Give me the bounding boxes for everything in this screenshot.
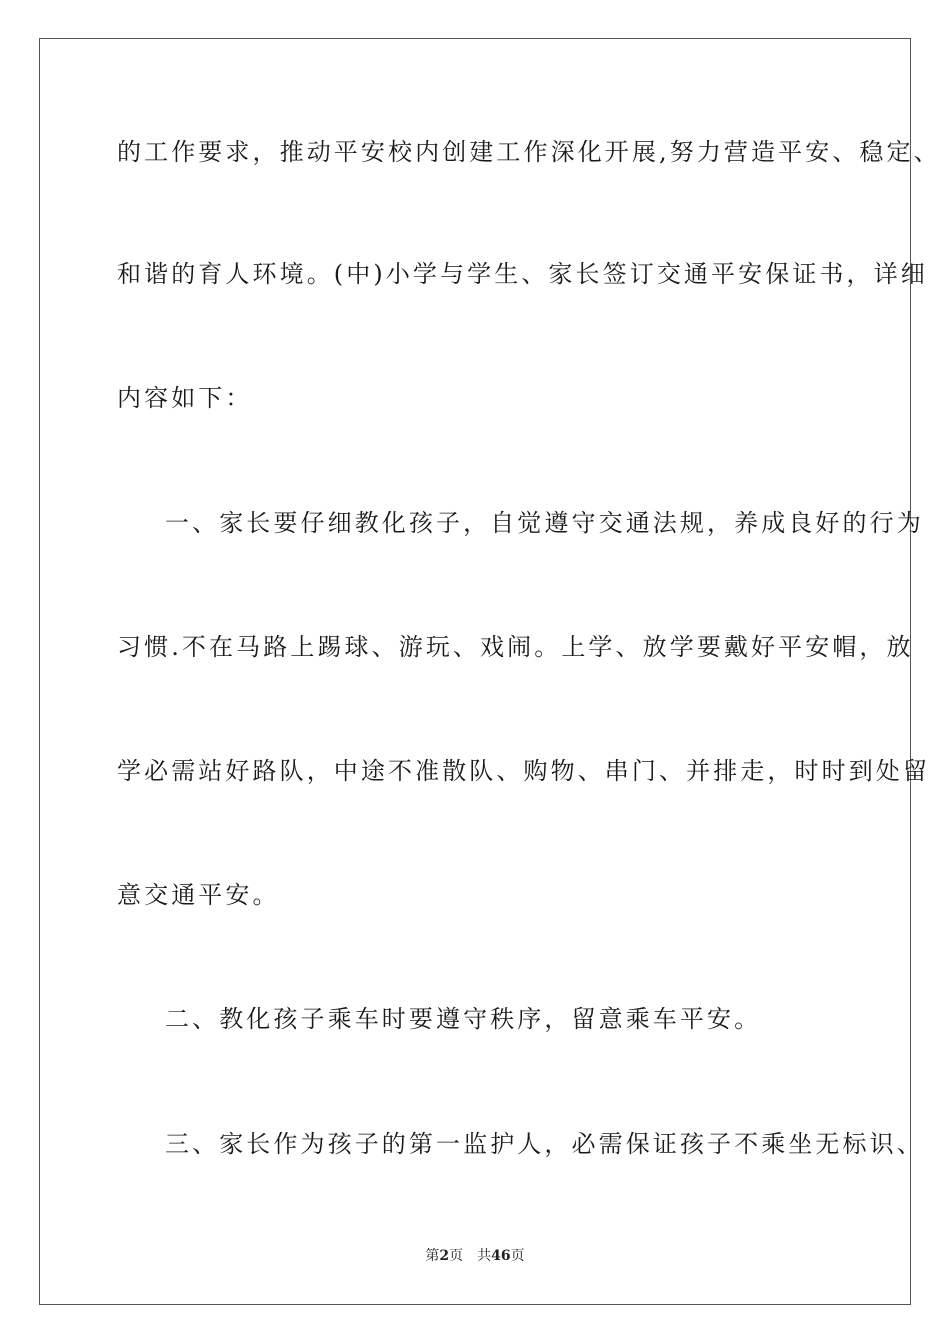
text-line-3: 内容如下： <box>117 384 253 412</box>
page-suffix: 页 <box>449 1248 464 1264</box>
paragraph-1-line-2: 习惯.不在马路上踢球、游玩、戏闹。上学、放学要戴好平安帽，放 <box>117 633 914 661</box>
total-suffix: 页 <box>510 1248 525 1264</box>
text-line-2: 和谐的育人环境。(中)小学与学生、家长签订交通平安保证书，详细 <box>117 260 928 288</box>
page-prefix: 第 <box>425 1248 440 1264</box>
page-footer <box>0 1247 950 1265</box>
paragraph-1-line-3: 学必需站好路队，中途不准散队、购物、串门、并排走，时时到处留 <box>117 757 930 785</box>
paragraph-3-line-1: 三、家长作为孩子的第一监护人，必需保证孩子不乘坐无标识、 <box>165 1130 924 1158</box>
page-number: 2 <box>439 1248 450 1264</box>
paragraph-1-line-1: 一、家长要仔细教化孩子，自觉遵守交通法规，养成良好的行为 <box>165 509 924 537</box>
total-prefix: 共 <box>477 1248 492 1264</box>
paragraph-1-line-4: 意交通平安。 <box>117 881 280 909</box>
paragraph-2-line-1: 二、教化孩子乘车时要遵守秩序，留意乘车平安。 <box>165 1005 762 1033</box>
text-line-1: 的工作要求，推动平安校内创建工作深化开展,努力营造平安、稳定、 <box>117 138 941 166</box>
page-frame <box>39 38 911 1305</box>
total-pages: 46 <box>491 1248 511 1264</box>
